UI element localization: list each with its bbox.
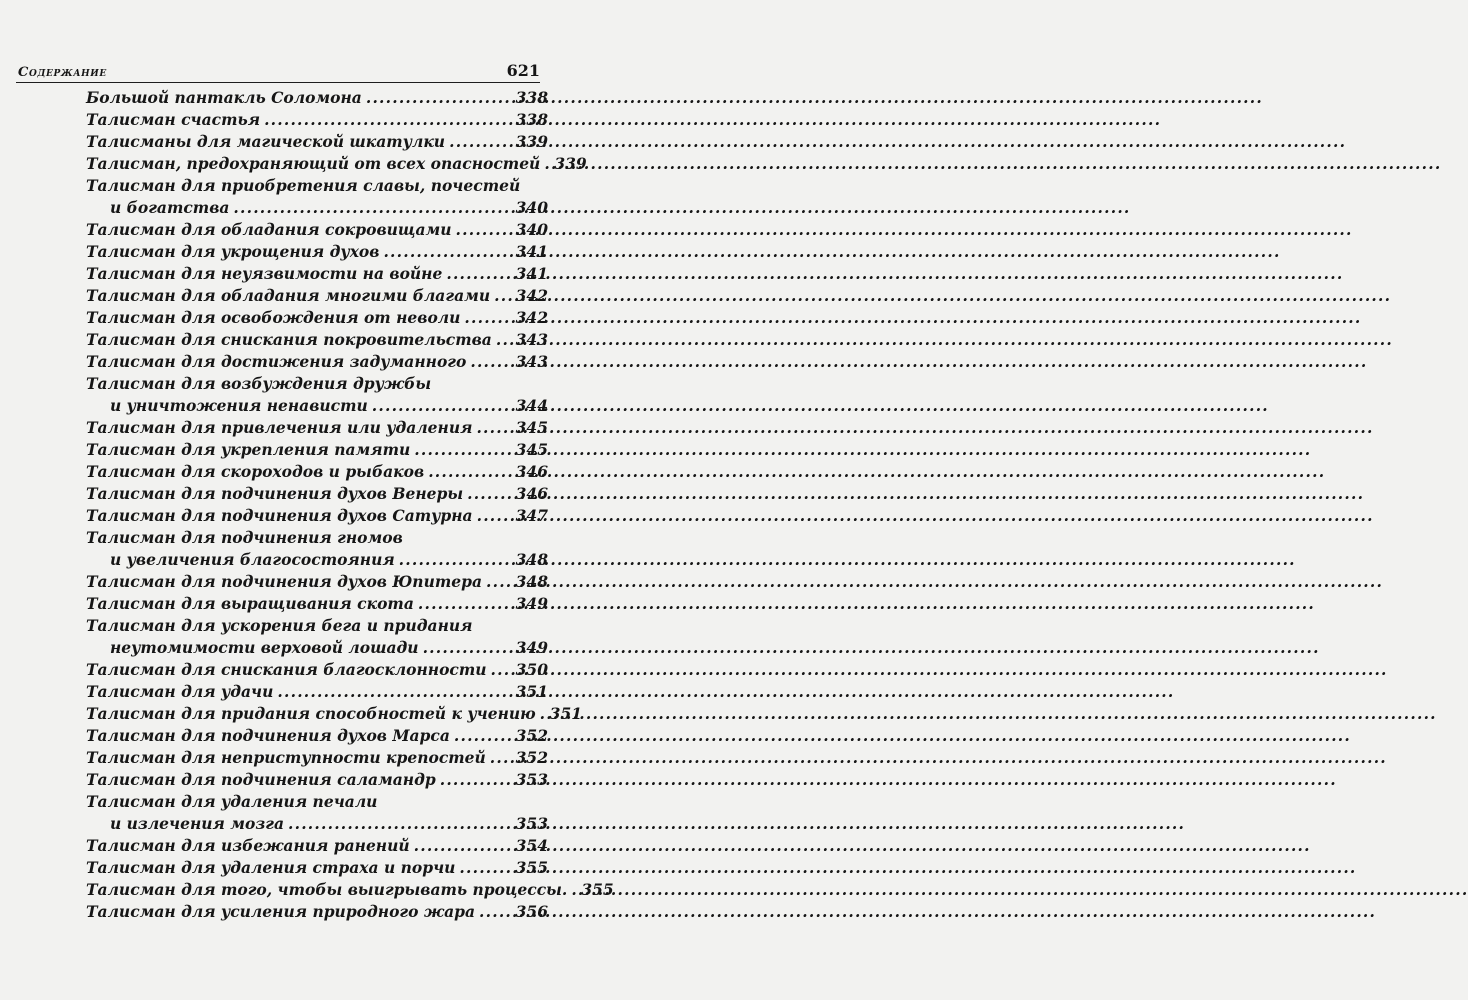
dot-leader	[418, 593, 512, 615]
toc-entry	[86, 109, 548, 131]
toc-line	[86, 769, 548, 791]
dot-leader	[277, 681, 511, 703]
toc-entry	[86, 769, 548, 791]
toc-entry	[86, 593, 548, 615]
toc-line	[86, 593, 548, 615]
toc-entry-title: Талисман для подчинения гномов	[86, 528, 403, 547]
dot-leader	[571, 879, 577, 901]
toc-line	[86, 417, 548, 439]
toc-entry	[86, 307, 548, 329]
toc-entry-title: и излечения мозга	[110, 814, 285, 833]
toc-entry-page: 339	[515, 132, 548, 151]
header-rule	[16, 82, 540, 83]
toc-entry-title: Талисман для привлечения или удаления	[86, 418, 473, 437]
book-page	[0, 0, 614, 1000]
toc-entry-page: 338	[515, 88, 548, 107]
toc-entry-title: Талисман для подчинения духов Юпитера	[86, 572, 482, 591]
toc-entry-page: 349	[515, 638, 548, 657]
toc-entry-page: 351	[549, 704, 583, 723]
toc-line	[86, 703, 583, 725]
dot-leader	[496, 329, 512, 351]
toc-line	[86, 439, 548, 461]
dot-leader	[540, 703, 546, 725]
toc-entry-page: 342	[515, 308, 548, 327]
toc-entry-page: 350	[515, 660, 548, 679]
toc-entry	[86, 725, 548, 747]
dot-leader	[476, 417, 511, 439]
toc-entry-title: Талисман для укрепления памяти	[86, 440, 411, 459]
toc-line	[86, 307, 548, 329]
toc-entry-page: 346	[515, 484, 548, 503]
toc-entry	[86, 901, 548, 923]
dot-leader	[233, 197, 511, 219]
toc-entry	[86, 571, 548, 593]
toc-entry	[86, 439, 548, 461]
dot-leader	[456, 219, 512, 241]
toc-line	[86, 901, 548, 923]
toc-entry-page: 344	[515, 396, 548, 415]
toc-line	[86, 681, 548, 703]
toc-line	[86, 329, 548, 351]
toc-entry	[86, 417, 548, 439]
dot-leader	[383, 241, 511, 263]
toc-line	[86, 835, 548, 857]
toc-line	[86, 263, 548, 285]
dot-leader	[470, 351, 511, 373]
toc-line	[86, 747, 548, 769]
section-title: Содержание	[18, 65, 107, 80]
toc-line	[86, 87, 548, 109]
toc-entry-title: Талисман для удачи	[86, 682, 274, 701]
toc-entry-title: Талисман для укрощения духов	[86, 242, 380, 261]
toc-entry-page: 346	[515, 462, 548, 481]
toc-line	[86, 725, 548, 747]
toc-entry-title: Талисман для снискания покровительства	[86, 330, 492, 349]
toc-line	[86, 131, 548, 153]
toc-entry-title: Талисман для придания способностей к учению	[86, 704, 536, 723]
dot-leader	[399, 549, 512, 571]
toc-entry-title: Талисман для подчинения духов Марса	[86, 726, 450, 745]
toc-entry-page: 354	[515, 836, 548, 855]
toc-line	[86, 285, 548, 307]
toc-line	[86, 857, 548, 879]
toc-entry-page: 353	[515, 814, 548, 833]
toc-entry-title: Талисман для неуязвимости на войне	[86, 264, 443, 283]
toc-entry-title: Талисманы для магической шкатулки	[86, 132, 446, 151]
dot-leader	[467, 483, 512, 505]
toc-entry-title: Талисман для усиления природного жара	[86, 902, 476, 921]
toc-entry-title: Большой пантакль Соломона	[86, 88, 362, 107]
toc-entry-page: 345	[515, 440, 548, 459]
toc-entry-title: Талисман для обладания многими благами	[86, 286, 491, 305]
dot-leader	[490, 747, 512, 769]
toc-entry	[86, 659, 548, 681]
toc-entry-page: 348	[515, 550, 548, 569]
toc-entry	[86, 351, 548, 373]
toc-entry	[86, 615, 548, 659]
toc-entry	[86, 175, 548, 219]
toc-entry-page: 343	[515, 330, 548, 349]
dot-leader	[477, 505, 512, 527]
dot-leader	[494, 285, 512, 307]
dot-leader	[459, 857, 511, 879]
toc-entry-page: 353	[515, 770, 548, 789]
dot-leader	[414, 835, 512, 857]
toc-line	[86, 615, 548, 637]
toc-line	[86, 505, 548, 527]
toc-line	[86, 571, 548, 593]
toc-entry-title: Талисман для ускорения бега и придания	[86, 616, 473, 635]
toc-entry-page: 349	[515, 594, 548, 613]
page-number: 621	[506, 61, 540, 80]
dot-leader	[264, 109, 512, 131]
toc-entry-page: 341	[515, 264, 548, 283]
toc-entry-title: и уничтожения ненависти	[110, 396, 368, 415]
toc-entry-page: 356	[515, 902, 548, 921]
toc-entry	[86, 857, 548, 879]
toc-entry-title: Талисман, предохраняющий от всех опасностей	[86, 154, 541, 173]
dot-leader	[491, 659, 512, 681]
toc-line	[86, 461, 548, 483]
toc-entry	[86, 703, 583, 725]
toc-entry-page: 340	[515, 220, 548, 239]
toc-entry	[86, 153, 587, 175]
toc-entry-title: Талисман для возбуждения дружбы	[86, 374, 432, 393]
toc-entry	[86, 219, 548, 241]
dot-leader	[423, 637, 512, 659]
toc-entry-page: 341	[515, 242, 548, 261]
toc-line	[86, 175, 548, 197]
dot-leader	[446, 263, 511, 285]
toc-entry-page: 355	[581, 880, 614, 899]
toc-entry-title: Талисман для снискания благосклонности	[86, 660, 487, 679]
toc-entry-title: Талисман для скороходов и рыбаков	[86, 462, 425, 481]
toc-entry	[86, 835, 548, 857]
toc-line	[86, 153, 587, 175]
dot-leader	[464, 307, 511, 329]
toc-entry-title: Талисман счастья	[86, 110, 261, 129]
dot-leader	[288, 813, 512, 835]
toc-entry-title: Талисман для подчинения саламандр	[86, 770, 436, 789]
toc-entry-title: Талисман для неприступности крепостей	[86, 748, 486, 767]
toc-entry-title: Талисман для обладания сокровищами	[86, 220, 452, 239]
toc-entry	[86, 263, 548, 285]
toc-entry	[86, 747, 548, 769]
toc-entry	[86, 791, 548, 835]
toc-entry-page: 352	[515, 726, 548, 745]
toc-entry	[86, 87, 548, 109]
toc-line	[86, 351, 548, 373]
dot-leader	[454, 725, 512, 747]
toc-entry	[86, 241, 548, 263]
toc-line	[86, 813, 548, 835]
toc-entry	[86, 527, 548, 571]
toc-line	[86, 879, 614, 901]
toc-entry-title: Талисман для достижения задуманного	[86, 352, 467, 371]
toc-entry-title: Талисман для выращивания скота	[86, 594, 414, 613]
toc-line	[86, 527, 548, 549]
toc-entry-page: 352	[515, 748, 548, 767]
toc-entry-page: 351	[515, 682, 548, 701]
toc-entry	[86, 461, 548, 483]
toc-line	[86, 659, 548, 681]
dot-leader	[479, 901, 512, 923]
toc-entry-title: Талисман для освобождения от неволи	[86, 308, 461, 327]
toc-entry	[86, 329, 548, 351]
dot-leader	[372, 395, 512, 417]
dot-leader	[366, 87, 512, 109]
toc-line	[86, 637, 548, 659]
toc-entry	[86, 505, 548, 527]
toc-line	[86, 549, 548, 571]
toc-line	[86, 241, 548, 263]
toc-entry	[86, 285, 548, 307]
toc-entry-title: неутомимости верховой лошади	[110, 638, 419, 657]
dot-leader	[428, 461, 511, 483]
toc-entry-title: и увеличения благосостояния	[110, 550, 395, 569]
running-header	[18, 58, 540, 80]
toc-entry-title: Талисман для удаления печали	[86, 792, 378, 811]
toc-entry-page: 347	[515, 506, 548, 525]
toc-line	[86, 791, 548, 813]
toc-line	[86, 483, 548, 505]
toc-line	[86, 395, 548, 417]
dot-leader	[449, 131, 512, 153]
dot-leader	[440, 769, 512, 791]
dot-leader	[486, 571, 512, 593]
dot-leader	[544, 153, 550, 175]
table-of-contents	[86, 87, 614, 923]
toc-line	[86, 109, 548, 131]
toc-entry-title: Талисман для приобретения славы, почестей	[86, 176, 521, 195]
toc-line	[86, 373, 548, 395]
toc-entry-page: 345	[515, 418, 548, 437]
toc-entry-page: 338	[515, 110, 548, 129]
dot-leader	[414, 439, 511, 461]
toc-entry-title: Талисман для подчинения духов Венеры	[86, 484, 464, 503]
toc-entry	[86, 879, 614, 901]
toc-entry-title: Талисман для избежания ранений	[86, 836, 410, 855]
toc-entry-title: Талисман для того, чтобы выигрывать процессы.	[86, 880, 568, 899]
toc-entry-title: и богатства	[110, 198, 230, 217]
toc-entry-page: 348	[515, 572, 548, 591]
toc-entry	[86, 681, 548, 703]
toc-entry-page: 343	[515, 352, 548, 371]
toc-entry	[86, 131, 548, 153]
toc-entry-title: Талисман для удаления страха и порчи	[86, 858, 456, 877]
toc-entry	[86, 373, 548, 417]
toc-entry	[86, 483, 548, 505]
toc-line	[86, 197, 548, 219]
toc-entry-page: 355	[515, 858, 548, 877]
toc-entry-title: Талисман для подчинения духов Сатурна	[86, 506, 473, 525]
toc-entry-page: 340	[515, 198, 548, 217]
toc-line	[86, 219, 548, 241]
toc-entry-page: 342	[515, 286, 548, 305]
toc-entry-page: 339	[554, 154, 587, 173]
